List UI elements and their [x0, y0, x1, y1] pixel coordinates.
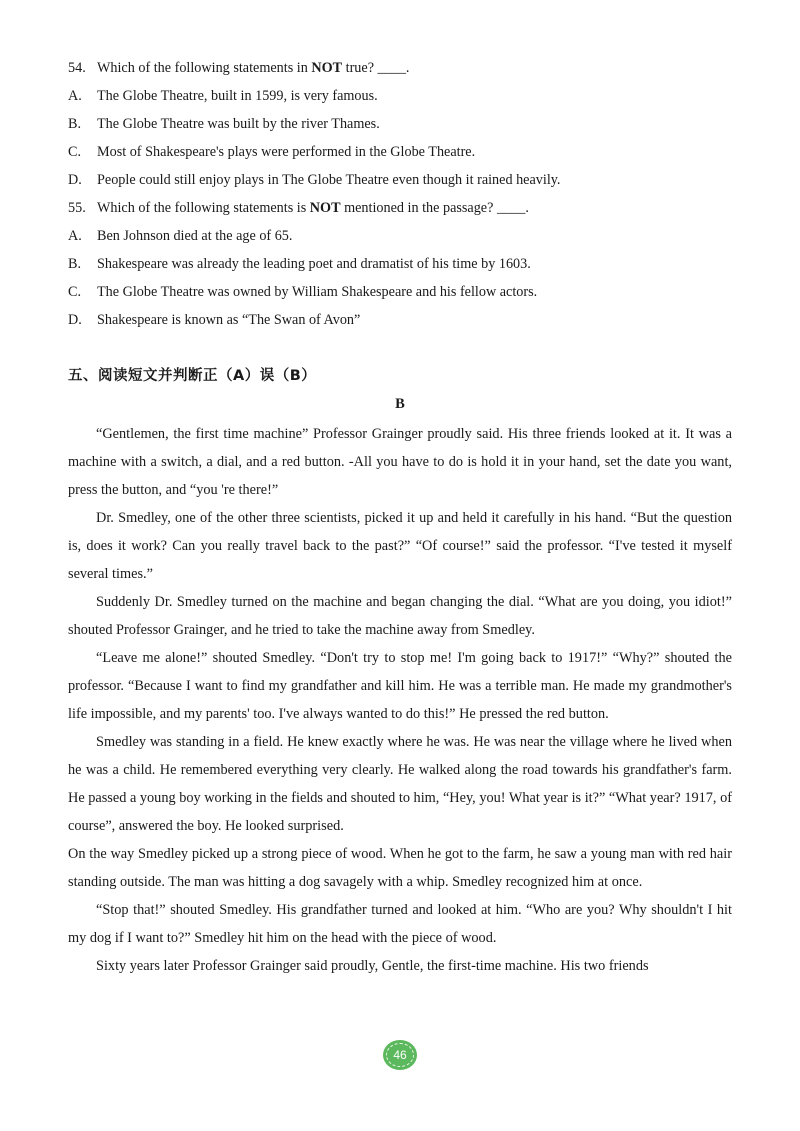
- option-text: The Globe Theatre, built in 1599, is very famous.: [97, 88, 378, 104]
- question-55-stem: [68, 199, 529, 217]
- option-letter: D.: [68, 312, 82, 328]
- passage-paragraph: On the way Smedley picked up a strong piece of wood. When he got to the farm, he saw a young man with red hair standing outside. The man was hitting a dog savagely with a whip. Smedley recognized him at once.: [68, 846, 732, 890]
- option-text: Most of Shakespeare's plays were performed in the Globe Theatre.: [97, 144, 476, 160]
- question-54-option-b: [68, 115, 380, 133]
- passage-paragraph: Dr. Smedley, one of the other three scientists, picked it up and held it carefully in his hand. “But the question is, does it work? Can you really travel back to the past?” “Of course!” said the professor. “I've tested it myself several times.”: [68, 510, 732, 582]
- option-text: Shakespeare is known as “The Swan of Avon”: [97, 312, 361, 328]
- option-letter: A.: [68, 88, 82, 104]
- passage-paragraph: “Leave me alone!” shouted Smedley. “Don't try to stop me! I'm going back to 1917!” “Why?” shouted the professor. “Because I want to find my grandfather and kill him. He was a terrible man. He made my grandmother's life impossible, and my parents' too. I've always wanted to do this!” He pressed the red button.: [68, 650, 732, 722]
- question-number: 55.: [68, 200, 86, 216]
- passage-label: B: [395, 396, 405, 412]
- question-number: 54.: [68, 60, 86, 76]
- page-number-badge: 46: [383, 1040, 417, 1070]
- question-55-option-a: [68, 227, 292, 245]
- section-heading: 五、阅读短文并判断正（A）误（B）: [68, 368, 317, 384]
- passage-paragraph: Sixty years later Professor Grainger said proudly, Gentle, the first-time machine. His two friends: [96, 958, 649, 974]
- passage-paragraph: Smedley was standing in a field. He knew exactly where he was. He was near the village where he lived when he was a child. He remembered everything very clearly. He walked along the road towards his grandfather's farm. He passed a young boy working in the fields and shouted to him, “Hey, you! What year is it?” “What year? 1917, of course”, answered the boy. He looked surprised.: [68, 734, 732, 834]
- stem-emphasis: NOT: [311, 60, 343, 76]
- option-letter: D.: [68, 172, 82, 188]
- option-letter: C.: [68, 144, 82, 160]
- stem-text: Which of the following statements in: [97, 60, 312, 76]
- question-54-option-c: [68, 143, 475, 161]
- option-text: The Globe Theatre was owned by William Shakespeare and his fellow actors.: [97, 284, 538, 300]
- question-55-option-c: [68, 283, 537, 301]
- question-55-option-d: [68, 311, 360, 329]
- option-letter: B.: [68, 116, 82, 132]
- stem-text-end: mentioned in the passage? ____.: [340, 200, 529, 216]
- question-54-option-a: [68, 87, 378, 105]
- option-letter: A.: [68, 228, 82, 244]
- question-54-option-d: [68, 171, 560, 189]
- question-54-stem: [68, 59, 409, 77]
- passage-paragraph: Suddenly Dr. Smedley turned on the machine and began changing the dial. “What are you doing, you idiot!” shouted Professor Grainger, and he tried to take the machine away from Smedley.: [68, 594, 732, 638]
- option-text: The Globe Theatre was built by the river Thames.: [97, 116, 380, 132]
- question-55-option-b: [68, 255, 531, 273]
- option-letter: C.: [68, 284, 82, 300]
- option-text: Shakespeare was already the leading poet and dramatist of his time by 1603.: [97, 256, 531, 272]
- stem-text: Which of the following statements is: [97, 200, 310, 216]
- stem-text-end: true? ____.: [342, 60, 410, 76]
- option-letter: B.: [68, 256, 82, 272]
- option-text: Ben Johnson died at the age of 65.: [97, 228, 293, 244]
- reading-passage: [68, 420, 732, 980]
- passage-paragraph: “Gentlemen, the first time machine” Professor Grainger proudly said. His three friends looked at it. It was a machine with a switch, a dial, and a red button. -All you have to do is hold it in your hand, set the date you want, press the button, and “you 're there!”: [68, 426, 732, 498]
- stem-emphasis: NOT: [309, 200, 341, 216]
- passage-paragraph: “Stop that!” shouted Smedley. His grandfather turned and looked at him. “Who are you? Why shouldn't I hit my dog if I want to?” Smedley hit him on the head with the piece of wood.: [68, 902, 732, 946]
- option-text: People could still enjoy plays in The Globe Theatre even though it rained heavily.: [97, 172, 561, 188]
